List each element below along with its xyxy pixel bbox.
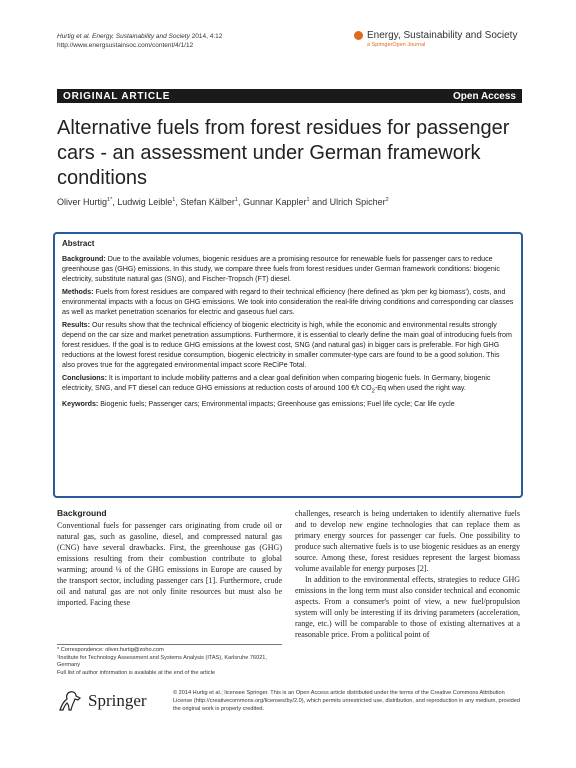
paper-title: Alternative fuels from forest residues for passenger cars - an assessment under German framework conditions [57, 117, 510, 189]
author-separator: , [112, 197, 118, 207]
abstract-background: Background: Due to the available volumes, biogenic residues are a promising resource for renewable fuels for passenger cars to reduce greenhouse gas (GHG) emissions. In this study, we compare three fuels from forest residues under German framework conditions: biogenic electricity, substitute natural gas (SNG), and Fischer-Tropsch (FT) diesel. [62, 255, 500, 283]
license-text: © 2014 Hurtig et al.; licensee Springer. This is an Open Access article distributed under the terms of the Creative Commons Attribution License (http://creativecommons.org/licenses/by/2.0), which permits unrestricted use, distribution, and reproduction in any medium, provided the original work is properly credited. [173, 690, 520, 712]
author-affiliation-marker: 1 [306, 197, 310, 203]
citation-rest: 2014, 4:12 [189, 33, 223, 40]
author-affiliation-marker: 2 [385, 197, 389, 203]
author-name: Stefan Kälber [180, 197, 235, 207]
author-name: Gunnar Kappler [242, 197, 307, 207]
author-name: Oliver Hurtig [57, 197, 108, 207]
abstract-conclusions: Conclusions: It is important to include mobility patterns and a clear goal definition when comparing biogenic fuels. In Germany, biogenic electricity, SNG, and FT diesel can reduce GHG emissions at reduction costs of around 100 €/t $CO_2-Eq$ when used the right way. [62, 374, 491, 395]
author-affiliation-marker: 1 [234, 197, 238, 203]
journal-header [354, 30, 524, 48]
author-affiliation-marker: 1* [107, 197, 113, 203]
abstract-heading: Abstract [62, 239, 95, 248]
journal-subtitle: a SpringerOpen Journal [367, 42, 426, 48]
publisher-logo [57, 690, 147, 712]
body-paragraph: In addition to the environmental effects, strategies to reduce GHG emissions in the long term must also consider technical and economic aspects. From a consumer's point of view, a new fuel/propulsion system will only be interesting if its driving parameters (acceleration, range, etc.) will be comparable to those of existing alternatives at a reasonable price. From a political point of [295, 575, 520, 639]
author-info-note: Full list of author information is available at the end of the article [57, 669, 215, 676]
section-heading-background: Background [57, 508, 107, 518]
citation-journal: Hurtig et al. Energy, Sustainability and Society [57, 33, 190, 40]
correspondence-note: * Correspondence: oliver.hurtig@zoho.com [57, 647, 164, 653]
author-separator: , [175, 197, 181, 207]
article-type-band [57, 89, 522, 103]
author-separator: and [309, 197, 330, 207]
journal-name: Energy, Sustainability and Society [367, 30, 518, 41]
article-url[interactable]: http://www.energsustainsoc.com/content/4/1/12 [57, 42, 194, 49]
citation-header [57, 32, 222, 50]
springer-horse-icon [57, 690, 83, 712]
body-paragraph: Conventional fuels for passenger cars originating from crude oil or natural gas, such as gasoline, diesel, and compressed natural gas (CNG) have several drawbacks. First, the greenhouse gas (GHG) emissions resulting from their combustion contribute to global warming; around ¼ of the GHG emissions in Europe are caused by the transport sector, including passenger cars [1]. Furthermore, crude oil and natural gas are not only finite resources but must also be imported. Facing these [57, 521, 282, 607]
article-type: ORIGINAL ARTICLE [63, 90, 171, 102]
abstract-methods: Methods: Fuels from forest residues are compared with regard to their technical efficiency (here defined as 'pkm per kg biomass'), costs, and environmental impacts with a focus on GHG emissions. We took into consideration the real-life driving conditions and corresponding car classes as well as market penetration scenarios for electric and gaseous fuel cars. [62, 288, 514, 316]
author-list [57, 197, 389, 207]
publisher-name: Springer [88, 691, 147, 710]
journal-logo-icon [354, 31, 363, 40]
body-paragraph: challenges, research is being undertaken to identify alternative fuels and to develop new engine technologies that can replace them as primary energy sources for passenger car fuels. One possibility to produce such alternative fuels is to use biogenic residues as an energy source. Among these, forest residues represent the largest biomass volume available for energy purposes [2]. [295, 509, 520, 573]
open-access-label: Open Access [453, 90, 516, 102]
author-name: Ulrich Spicher [329, 197, 386, 207]
abstract-keywords: Keywords: Biogenic fuels; Passenger cars; Environmental impacts; Greenhouse gas emissions; Fuel life cycle; Car life cycle [62, 400, 455, 409]
affiliation-note: ¹Institute for Technology Assessment and Systems Analysis (ITAS), Karlsruhe 76021, Germany [57, 654, 267, 668]
author-name: Ludwig Leible [117, 197, 173, 207]
body-column-left [57, 508, 282, 608]
author-affiliation-marker: 1 [172, 197, 176, 203]
author-separator: , [237, 197, 243, 207]
body-column-right [295, 508, 520, 640]
footnotes [57, 644, 282, 677]
abstract-box [53, 232, 523, 498]
abstract-results: Results: Our results show that the technical efficiency of biogenic electricity is high, while the economic and environmental results strongly depend on the car size and market penetration assumptions. Furthermore, it is essential to clearly define the main goal of introducing fuels from forest residues. If the goal is to reduce GHG emissions at the lowest cost, SNG (and natural gas) in bigger cars is preferable. For high GHG reductions at the lowest forest residue consumption, biogenic electricity in smaller commuter-type cars are found to be a good solution. This also proves true for the aggregated environmental impact score ReCiPe Total. [62, 321, 512, 369]
